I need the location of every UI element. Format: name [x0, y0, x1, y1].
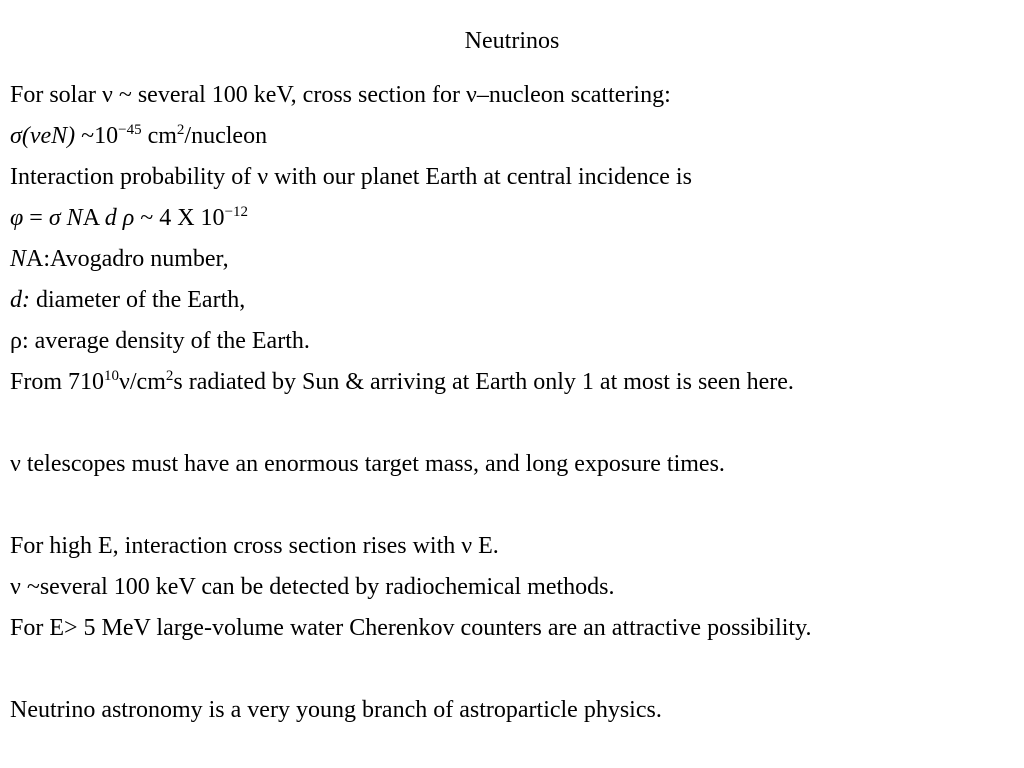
exponent: 10 — [104, 368, 120, 384]
phi-symbol: φ — [10, 205, 24, 231]
avogadro-definition — [10, 239, 1010, 280]
flux-text-rest: s radiated by Sun & arriving at Earth only 1 at most is seen here. — [173, 369, 794, 395]
unit-exponent: 2 — [176, 122, 185, 138]
approx-value: ~10 — [75, 123, 119, 149]
telescope-line: ν telescopes must have an enormous target mass, and long exposure times. — [10, 451, 725, 477]
spacer — [10, 649, 1010, 690]
approx-value: ~ 4 X 10 — [134, 205, 225, 231]
exponent: −12 — [224, 204, 249, 220]
diameter-symbol: d — [104, 205, 117, 231]
spacer — [10, 485, 1010, 526]
unit-nucleon: /nucleon — [184, 123, 268, 149]
avogadro-a: A — [82, 205, 99, 231]
cherenkov-line: For E> 5 MeV large-volume water Cherenkov counters are an attractive possibility. — [10, 615, 812, 641]
density-definition: ρ: average density of the Earth. — [10, 328, 310, 354]
slide-body — [10, 75, 1010, 731]
diameter-definition — [10, 280, 1010, 321]
solar-flux-line — [10, 362, 1010, 403]
flux-unit: ν/cm — [119, 369, 166, 395]
cross-section-formula — [10, 116, 1010, 157]
rho-symbol: ρ — [122, 205, 135, 231]
neutrino-astronomy-line: Neutrino astronomy is a very young branch of astroparticle physics. — [10, 697, 662, 723]
unit-cm: cm — [141, 123, 177, 149]
unit-exponent: 2 — [165, 368, 174, 384]
equals-sign: = — [23, 205, 49, 231]
sigma-symbol: σ(νeN) — [10, 123, 76, 149]
spacer — [10, 403, 1010, 444]
diameter-text: diameter of the Earth, — [30, 287, 246, 313]
high-energy-line: For high E, interaction cross section rises with ν E. — [10, 533, 499, 559]
flux-text: From 710 — [10, 369, 105, 395]
radiochemical-line: ν ~several 100 keV can be detected by radiochemical methods. — [10, 574, 615, 600]
solar-neutrino-line: For solar ν ~ several 100 keV, cross section for ν–nucleon scattering: — [10, 82, 671, 108]
probability-formula — [10, 198, 1010, 239]
diameter-symbol: d: — [10, 287, 30, 313]
avogadro-n: N — [10, 246, 27, 272]
exponent: −45 — [118, 122, 142, 138]
slide-title: Neutrinos — [464, 28, 560, 54]
sigma-symbol: σ — [48, 205, 61, 231]
interaction-probability-line: Interaction probability of ν with our planet Earth at central incidence is — [10, 164, 692, 190]
avogadro-n: N — [66, 205, 83, 231]
avogadro-text: A:Avogadro number, — [26, 246, 229, 272]
